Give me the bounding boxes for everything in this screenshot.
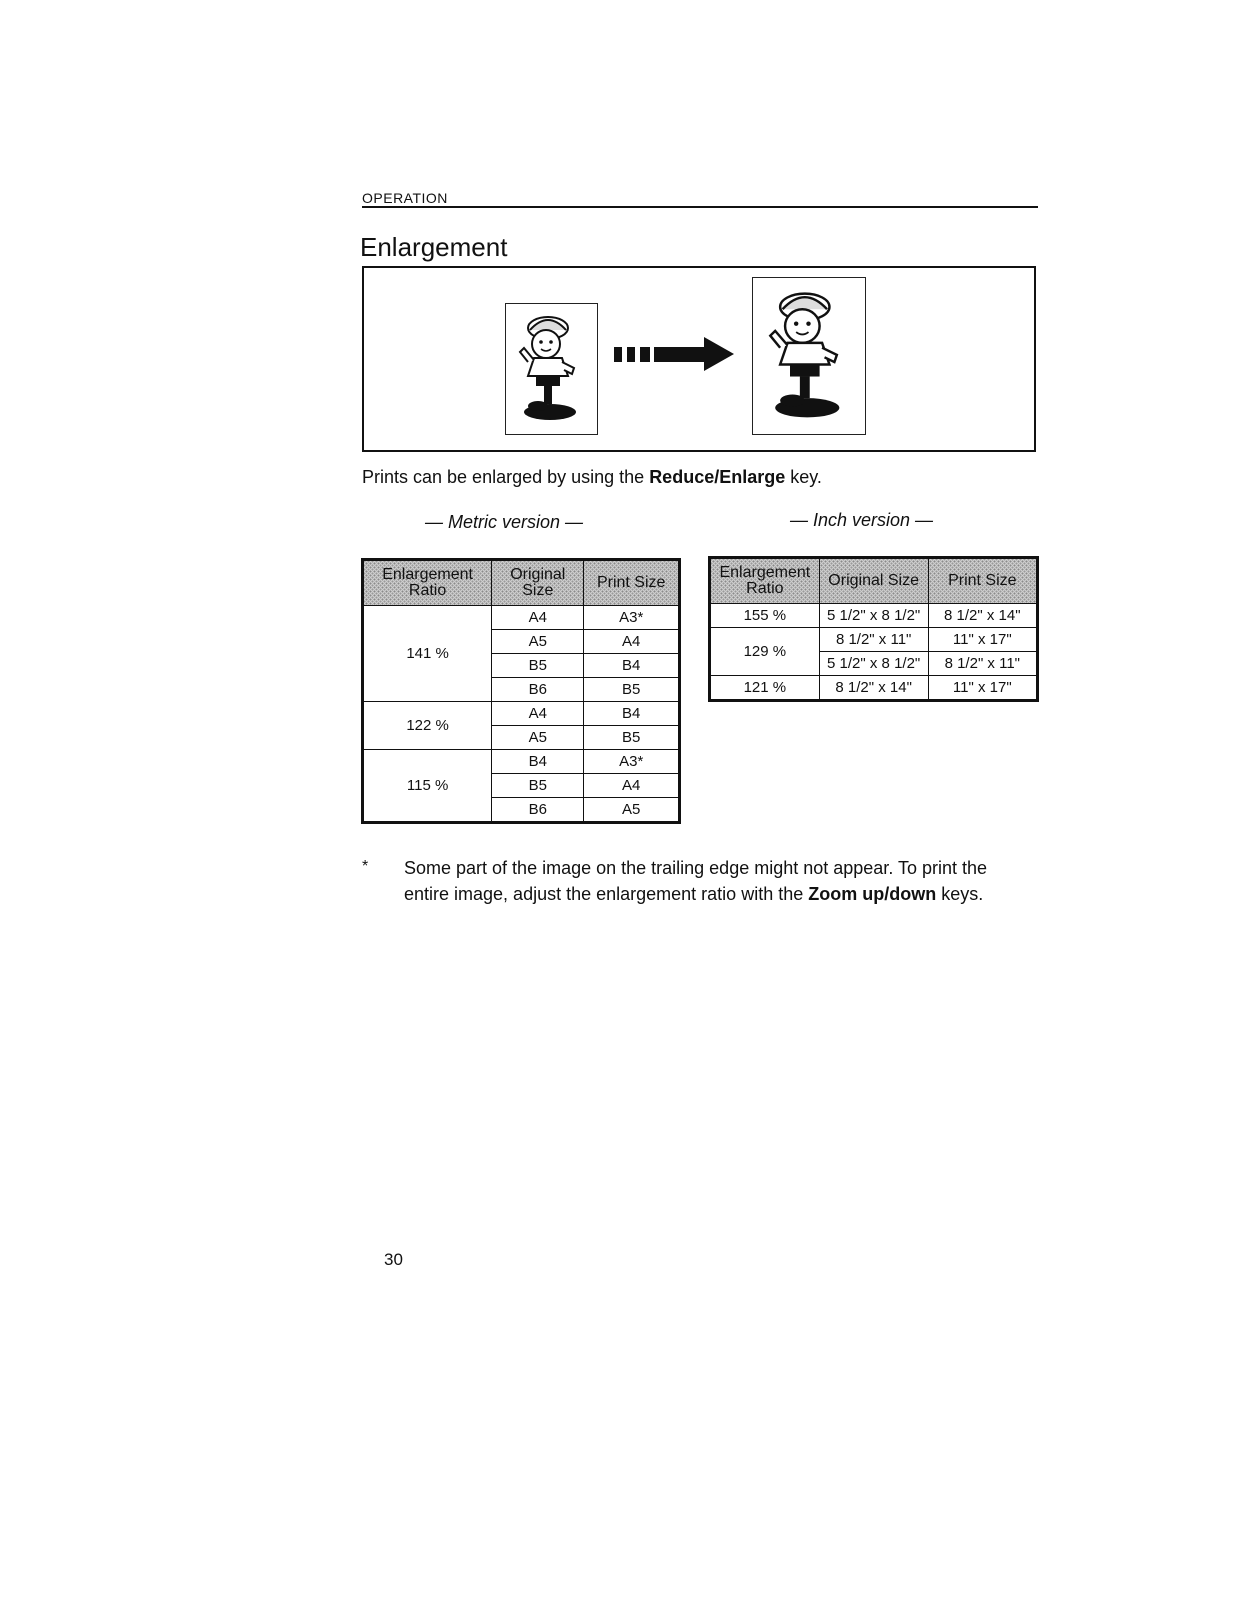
intro-text-before: Prints can be enlarged by using the [362,467,650,487]
table-row [710,604,1038,628]
print-size-cell: B4 [584,654,680,678]
child-figure-icon [506,304,596,433]
footnote-text [404,855,1004,907]
section-header: OPERATION [362,190,448,206]
print-size-cell: B5 [584,678,680,702]
print-size-cell: A3* [584,750,680,774]
print-size-cell: A4 [584,630,680,654]
table-row [710,676,1038,701]
original-paper [505,303,598,435]
print-size-cell: A3* [584,606,680,630]
table-row [710,628,1038,652]
metric-version-label: — Metric version — [425,512,584,532]
original-size-cell: B5 [492,654,584,678]
print-size-cell: 11" x 17" [928,628,1037,652]
ratio-cell: 122 % [363,702,492,750]
metric-table [361,558,681,824]
ratio-cell: 141 % [363,606,492,702]
column-header: Enlargement Ratio [710,558,820,604]
page-number: 30 [384,1250,403,1269]
print-size-cell: 8 1/2" x 11" [928,652,1037,676]
original-size-cell: B4 [492,750,584,774]
original-size-cell: A5 [492,726,584,750]
print-size-cell: 8 1/2" x 14" [928,604,1037,628]
original-size-cell: B6 [492,678,584,702]
original-size-cell: 5 1/2" x 8 1/2" [819,652,928,676]
zoom-key-label: Zoom up/down [808,884,937,904]
print-size-cell: B5 [584,726,680,750]
enlarge-arrow-icon [614,337,736,376]
column-header: Original Size [492,560,584,606]
inch-version-label: — Inch version — [790,510,934,530]
column-header: Original Size [819,558,928,604]
footnote-text-before: Some part of the image on the trailing edge might not appear. To print the entire image, adjust the enlargement ratio with the [404,858,988,904]
column-header: Print Size [928,558,1037,604]
print-size-cell: 11" x 17" [928,676,1037,701]
ratio-cell: 155 % [710,604,820,628]
inch-table [708,556,1039,702]
original-size-cell: A5 [492,630,584,654]
footnote-text-after: keys. [936,884,984,904]
enlarged-paper [752,277,866,435]
original-size-cell: A4 [492,606,584,630]
print-size-cell: A5 [584,798,680,823]
table-row [363,606,680,630]
note-marker: * [362,858,369,875]
column-header: Print Size [584,560,680,606]
ratio-cell: 115 % [363,750,492,823]
child-figure-icon [753,278,864,433]
column-header: Enlargement Ratio [363,560,492,606]
original-size-cell: 5 1/2" x 8 1/2" [819,604,928,628]
intro-text [362,467,822,488]
reduce-enlarge-key-label: Reduce/Enlarge [649,467,786,487]
intro-text-after: key. [785,467,822,487]
original-size-cell: 8 1/2" x 14" [819,676,928,701]
ratio-cell: 129 % [710,628,820,676]
original-size-cell: 8 1/2" x 11" [819,628,928,652]
ratio-cell: 121 % [710,676,820,701]
original-size-cell: A4 [492,702,584,726]
page-title: Enlargement [360,232,508,262]
header-rule [362,206,1038,208]
table-row [363,750,680,774]
print-size-cell: A4 [584,774,680,798]
print-size-cell: B4 [584,702,680,726]
table-row [363,702,680,726]
original-size-cell: B6 [492,798,584,823]
original-size-cell: B5 [492,774,584,798]
